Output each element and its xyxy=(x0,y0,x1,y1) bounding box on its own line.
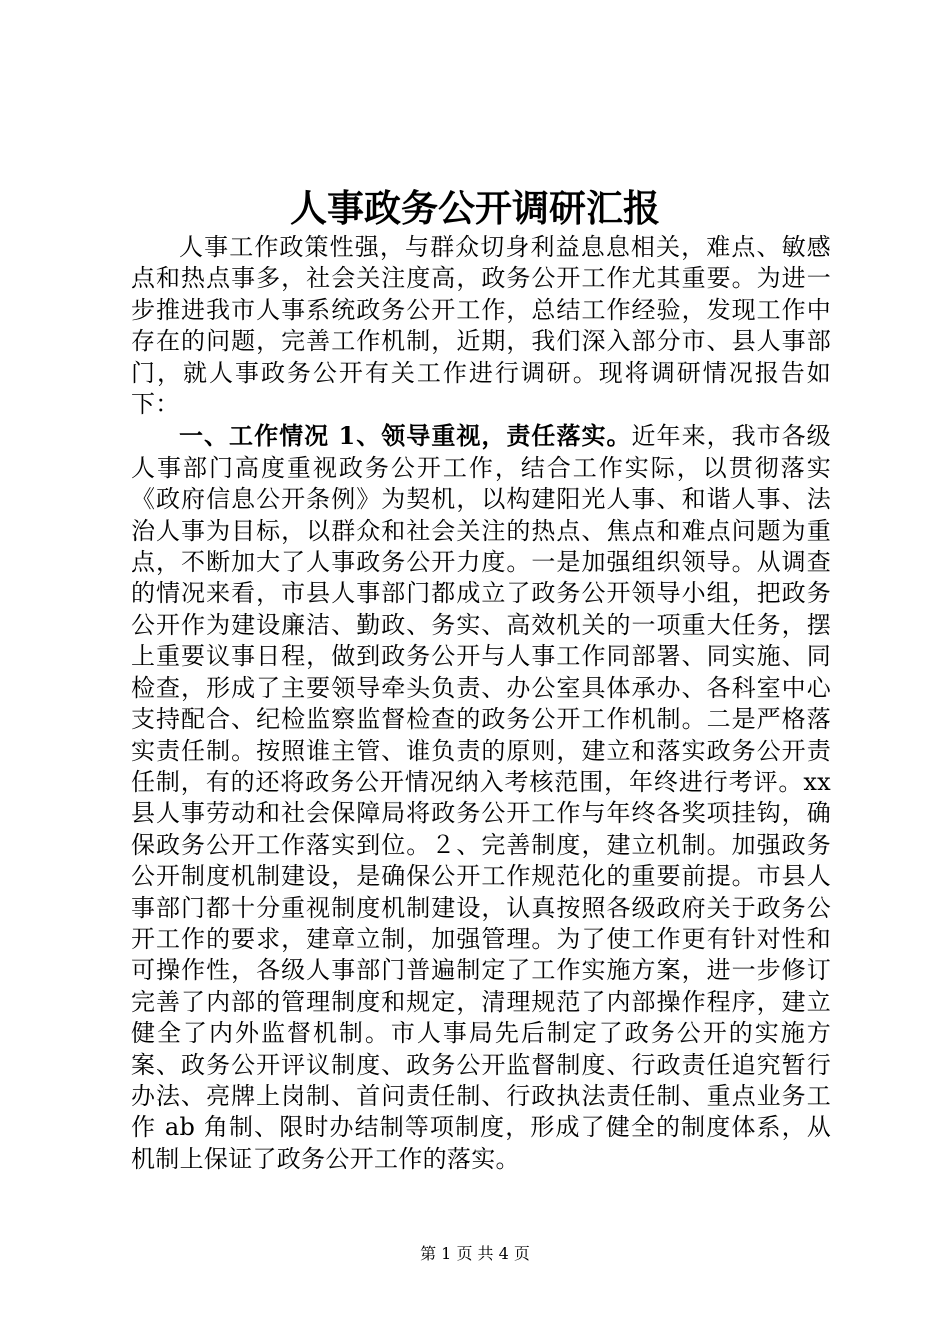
document-body xyxy=(131,232,831,1175)
paragraph-work-situation-text: 近年来，我市各级人事部门高度重视政务公开工作，结合工作实际，以贯彻落实《政府信息公开条例》为契机，以构建阳光人事、和谐人事、法治人事为目标，以群众和社会关注的热点、焦点和难点问题为重点，不断加大了人事政务公开力度。一是加强组织领导。从调查的情况来看，市县人事部门都成立了政务公开领导小组，把政务公开作为建设廉洁、勤政、务实、高效机关的一项重大任务，摆上重要议事日程，做到政务公开与人事工作同部署、同实施、同检查，形成了主要领导牵头负责、办公室具体承办、各科室中心支持配合、纪检监察监督检查的政务公开工作机制。二是严格落实责任制。按照谁主管、谁负责的原则，建立和落实政务公开责任制，有的还将政务公开情况纳入考核范围，年终进行考评。xx 县人事劳动和社会保障局将政务公开工作与年终各奖项挂钩，确保政务公开工作落实到位。２、完善制度，建立机制。加强政务公开制度机制建设，是确保公开工作规范化的重要前提。市县人事部门都十分重视制度机制建设，认真按照各级政府关于政务公开工作的要求，建章立制，加强管理。为了使工作更有针对性和可操作性，各级人事部门普遍制定了工作实施方案，进一步修订完善了内部的管理制度和规定，清理规范了内部操作程序，建立健全了内外监督机制。市人事局先后制定了政务公开的实施方案、政务公开评议制度、政务公开监督制度、行政责任追究暂行办法、亮牌上岗制、首问责任制、行政执法责任制、重点业务工作 ab 角制、限时办结制等项制度，形成了健全的制度体系，从机制上保证了政务公开工作的落实。 xyxy=(131,422,831,1173)
section-heading: 一、工作情况 1、领导重视，责任落实。 xyxy=(179,421,632,451)
document-title: 人事政务公开调研汇报 xyxy=(290,186,660,230)
page-footer: 第 1 页 共 4 页 xyxy=(420,1244,530,1263)
paragraph-intro-text: 人事工作政策性强，与群众切身利益息息相关，难点、敏感点和热点事多，社会关注度高，政务公开工作尤其重要。为进一步推进我市人事系统政务公开工作，总结工作经验，发现工作中存在的问题，完善工作机制，近期，我们深入部分市、县人事部门，就人事政务公开有关工作进行调研。现将调研情况报告如下： xyxy=(131,233,831,419)
paragraph-work-situation xyxy=(131,420,831,1175)
paragraph-intro xyxy=(131,232,831,420)
